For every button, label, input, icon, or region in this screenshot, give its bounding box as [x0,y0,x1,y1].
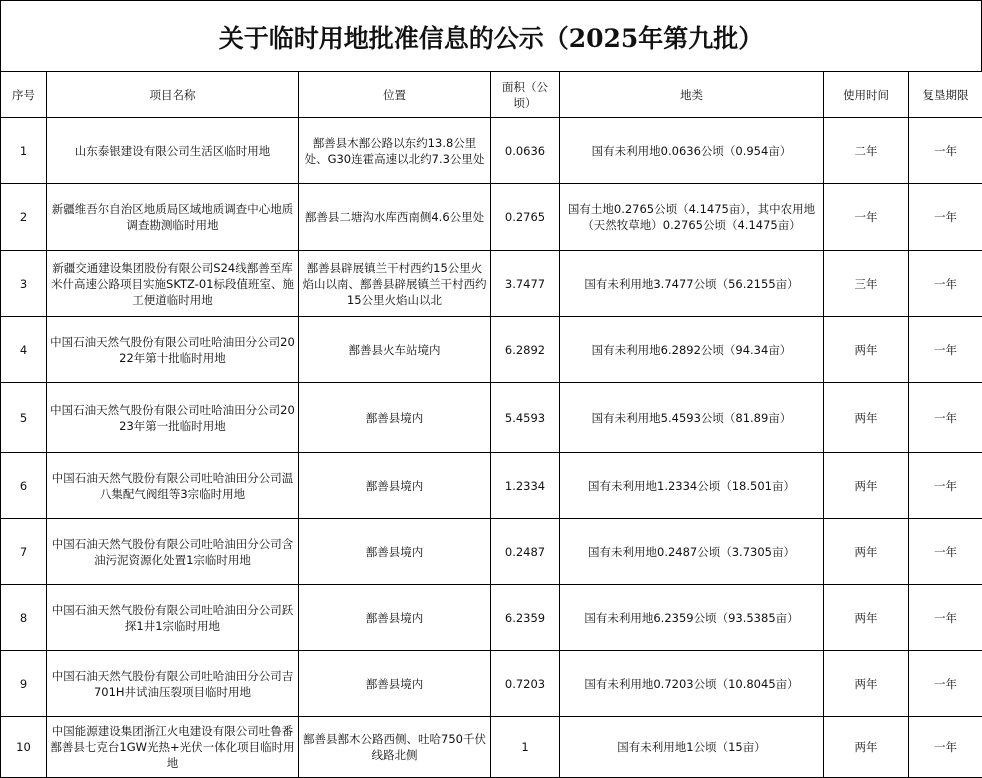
cell-duration: 两年 [824,453,909,519]
header-name: 项目名称 [47,72,299,118]
cell-reclaim: 一年 [909,651,982,717]
header-seq: 序号 [1,72,47,118]
cell-seq: 4 [1,317,47,383]
cell-name: 山东泰银建设有限公司生活区临时用地 [47,118,299,184]
cell-seq: 6 [1,453,47,519]
cell-reclaim: 一年 [909,453,982,519]
cell-reclaim: 一年 [909,717,982,778]
cell-area: 1.2334 [491,453,560,519]
cell-land-type: 国有未利用地1公顷（15亩） [560,717,824,778]
cell-area: 0.2765 [491,184,560,251]
table-row [1,453,982,519]
header-area: 面积（公顷） [491,72,560,118]
cell-land-type: 国有土地0.2765公顷（4.1475亩），其中农用地（天然牧草地）0.2765公顷（4.1475亩） [560,184,824,251]
cell-seq: 5 [1,383,47,453]
cell-duration: 二年 [824,118,909,184]
cell-name: 新疆维吾尔自治区地质局区域地质调查中心地质调查勘测临时用地 [47,184,299,251]
table-row [1,251,982,317]
cell-name: 中国能源建设集团浙江火电建设有限公司吐鲁番鄯善县七克台1GW光热+光伏一体化项目临时用地 [47,717,299,778]
cell-land-type: 国有未利用地0.0636公顷（0.954亩） [560,118,824,184]
cell-location: 鄯善县境内 [299,651,491,717]
table-row [1,317,982,383]
table-row [1,383,982,453]
cell-land-type: 国有未利用地0.7203公顷（10.8045亩） [560,651,824,717]
cell-duration: 两年 [824,383,909,453]
cell-location: 鄯善县二塘沟水库西南侧4.6公里处 [299,184,491,251]
cell-area: 6.2359 [491,585,560,651]
cell-location: 鄯善县木鄯公路以东约13.8公里处、G30连霍高速以北约7.3公里处 [299,118,491,184]
cell-location: 鄯善县境内 [299,519,491,585]
cell-reclaim: 一年 [909,585,982,651]
cell-area: 3.7477 [491,251,560,317]
cell-land-type: 国有未利用地5.4593公顷（81.89亩） [560,383,824,453]
cell-seq: 7 [1,519,47,585]
cell-seq: 8 [1,585,47,651]
header-reclaim: 复垦期限 [909,72,982,118]
table-row [1,184,982,251]
cell-location: 鄯善县鄯木公路西侧、吐哈750千伏线路北侧 [299,717,491,778]
cell-name: 中国石油天然气股份有限公司吐哈油田分公司2023年第一批临时用地 [47,383,299,453]
cell-area: 0.2487 [491,519,560,585]
cell-seq: 3 [1,251,47,317]
cell-area: 1 [491,717,560,778]
table-row [1,585,982,651]
cell-seq: 2 [1,184,47,251]
cell-land-type: 国有未利用地6.2892公顷（94.34亩） [560,317,824,383]
cell-duration: 两年 [824,717,909,778]
table-row [1,717,982,778]
header-land-type: 地类 [560,72,824,118]
cell-name: 中国石油天然气股份有限公司吐哈油田分公司吉701H井试油压裂项目临时用地 [47,651,299,717]
cell-reclaim: 一年 [909,184,982,251]
cell-area: 6.2892 [491,317,560,383]
cell-reclaim: 一年 [909,317,982,383]
header-duration: 使用时间 [824,72,909,118]
cell-name: 中国石油天然气股份有限公司吐哈油田分公司跃探1井1宗临时用地 [47,585,299,651]
cell-location: 鄯善县境内 [299,453,491,519]
cell-location: 鄯善县境内 [299,383,491,453]
cell-location: 鄯善县辟展镇兰干村西约15公里火焰山以南、鄯善县辟展镇兰干村西约15公里火焰山以北 [299,251,491,317]
header-location: 位置 [299,72,491,118]
cell-duration: 两年 [824,317,909,383]
cell-area: 5.4593 [491,383,560,453]
approval-table [0,71,982,778]
cell-area: 0.7203 [491,651,560,717]
table-header-row [1,72,982,118]
cell-duration: 三年 [824,251,909,317]
cell-seq: 10 [1,717,47,778]
cell-name: 中国石油天然气股份有限公司吐哈油田分公司2022年第十批临时用地 [47,317,299,383]
table-row [1,519,982,585]
cell-duration: 两年 [824,585,909,651]
cell-name: 中国石油天然气股份有限公司吐哈油田分公司含油污泥资源化处置1宗临时用地 [47,519,299,585]
cell-reclaim: 一年 [909,519,982,585]
cell-location: 鄯善县火车站境内 [299,317,491,383]
cell-duration: 两年 [824,519,909,585]
cell-duration: 一年 [824,184,909,251]
cell-land-type: 国有未利用地0.2487公顷（3.7305亩） [560,519,824,585]
cell-name: 新疆交通建设集团股份有限公司S24线鄯善至库米什高速公路项目实施SKTZ-01标段值班室、施工便道临时用地 [47,251,299,317]
cell-land-type: 国有未利用地6.2359公顷（93.5385亩） [560,585,824,651]
cell-reclaim: 一年 [909,118,982,184]
cell-land-type: 国有未利用地1.2334公顷（18.501亩） [560,453,824,519]
page-title: 关于临时用地批准信息的公示（2025年第九批） [0,0,982,72]
cell-name: 中国石油天然气股份有限公司吐哈油田分公司温八集配气阀组等3宗临时用地 [47,453,299,519]
cell-reclaim: 一年 [909,251,982,317]
cell-location: 鄯善县境内 [299,585,491,651]
cell-seq: 9 [1,651,47,717]
cell-area: 0.0636 [491,118,560,184]
cell-duration: 两年 [824,651,909,717]
cell-land-type: 国有未利用地3.7477公顷（56.2155亩） [560,251,824,317]
cell-seq: 1 [1,118,47,184]
cell-reclaim: 一年 [909,383,982,453]
table-row [1,651,982,717]
table-row [1,118,982,184]
